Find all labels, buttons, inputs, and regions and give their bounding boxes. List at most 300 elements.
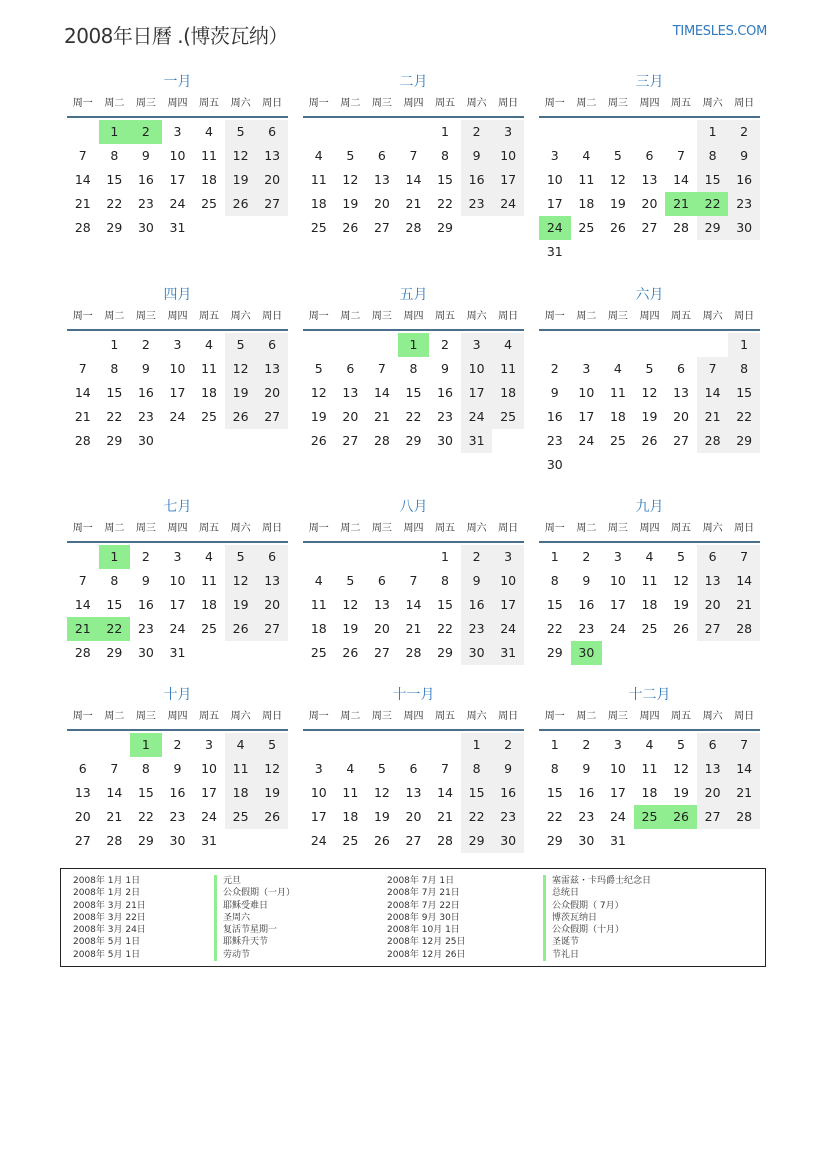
day-cell: 26 bbox=[225, 617, 257, 641]
day-cell: 20 bbox=[373, 196, 390, 211]
day-cell: 18 bbox=[201, 172, 217, 187]
weekday-label: 周日 bbox=[262, 98, 283, 109]
day-cell: 14 bbox=[405, 172, 422, 187]
day-cell: 19 bbox=[225, 168, 257, 192]
weekday-label: 周六 bbox=[466, 523, 487, 534]
empty-cell bbox=[335, 333, 367, 357]
day-cell: 5 bbox=[677, 549, 685, 564]
day-cell: 26 bbox=[641, 433, 658, 448]
day-cell: 10 bbox=[492, 144, 524, 168]
empty-cell bbox=[303, 733, 335, 757]
weekday-label: 周日 bbox=[498, 711, 519, 722]
day-cell: 22 bbox=[461, 805, 493, 829]
day-cell: 11 bbox=[310, 597, 327, 612]
day-cell: 4 bbox=[645, 549, 654, 564]
holiday-name: 元旦 bbox=[214, 875, 295, 887]
day-cell: 22 bbox=[106, 409, 123, 424]
day-cell: 26 bbox=[225, 192, 257, 216]
day-cell: 21 bbox=[373, 409, 390, 424]
day-cell: 18 bbox=[492, 381, 524, 405]
day-cell: 30 bbox=[169, 833, 186, 848]
weekday-label: 周五 bbox=[199, 311, 220, 322]
day-cell: 23 bbox=[137, 196, 154, 211]
weekday-header bbox=[303, 92, 524, 118]
day-cell: 26 bbox=[310, 433, 327, 448]
day-cell: 8 bbox=[110, 573, 119, 588]
day-cell: 9 bbox=[441, 361, 449, 376]
day-cell: 24 bbox=[201, 809, 217, 824]
weekday-label: 周一 bbox=[72, 711, 93, 722]
empty-cell bbox=[67, 333, 99, 357]
day-cell: 26 bbox=[342, 645, 359, 660]
day-cell: 10 bbox=[169, 361, 186, 376]
day-cell: 24 bbox=[310, 833, 327, 848]
empty-cell bbox=[602, 120, 634, 144]
holiday-date: 2008年 3月 22日 bbox=[73, 912, 146, 923]
day-cell: 3 bbox=[492, 120, 524, 144]
day-cell: 6 bbox=[256, 545, 288, 569]
day-cell: 23 bbox=[578, 809, 595, 824]
weekday-label: 周四 bbox=[403, 523, 424, 534]
day-cell: 11 bbox=[201, 361, 217, 376]
day-cell: 9 bbox=[582, 573, 591, 588]
day-cell: 29 bbox=[405, 433, 422, 448]
weekday-label: 周六 bbox=[702, 311, 723, 322]
holiday-date: 2008年 1月 1日 bbox=[73, 876, 141, 886]
day-cell: 9 bbox=[141, 148, 150, 163]
day-grid bbox=[67, 333, 288, 453]
weekday-label: 周五 bbox=[199, 523, 220, 534]
empty-cell bbox=[697, 333, 729, 357]
day-cell: 19 bbox=[310, 409, 327, 424]
weekday-header bbox=[67, 705, 288, 731]
day-cell: 1 bbox=[697, 120, 729, 144]
day-cell: 23 bbox=[578, 621, 595, 636]
day-cell: 19 bbox=[641, 409, 658, 424]
day-cell: 22 bbox=[405, 409, 422, 424]
day-cell: 7 bbox=[78, 148, 87, 163]
day-cell: 22 bbox=[106, 196, 123, 211]
weekday-label: 周三 bbox=[607, 98, 628, 109]
day-cell: 6 bbox=[346, 361, 355, 376]
day-cell: 11 bbox=[201, 573, 217, 588]
day-cell: 4 bbox=[205, 337, 213, 352]
weekday-label: 周五 bbox=[671, 98, 692, 109]
weekday-label: 周五 bbox=[671, 711, 692, 722]
empty-cell bbox=[571, 333, 603, 357]
day-cell: 31 bbox=[461, 429, 493, 453]
day-cell: 23 bbox=[437, 409, 453, 424]
month-block bbox=[539, 497, 760, 665]
empty-cell bbox=[303, 545, 335, 569]
day-cell: 17 bbox=[492, 593, 524, 617]
weekday-label: 周一 bbox=[544, 523, 565, 534]
day-cell: 24 bbox=[169, 409, 186, 424]
day-cell: 26 bbox=[225, 405, 257, 429]
day-cell: 13 bbox=[256, 144, 288, 168]
weekday-label: 周一 bbox=[308, 711, 329, 722]
empty-cell bbox=[303, 333, 335, 357]
holiday-name: 耶稣升天节 bbox=[214, 936, 295, 948]
holiday-name: 总统日 bbox=[543, 887, 651, 899]
day-cell: 18 bbox=[310, 196, 327, 211]
weekday-label: 周三 bbox=[607, 711, 628, 722]
weekday-label: 周二 bbox=[576, 98, 597, 109]
day-cell: 20 bbox=[256, 593, 288, 617]
month-name: 七月 bbox=[163, 499, 192, 515]
day-cell: 8 bbox=[728, 357, 760, 381]
holiday-date: 2008年 7月 21日 bbox=[387, 888, 460, 899]
day-cell: 12 bbox=[225, 569, 257, 593]
day-cell: 1 bbox=[441, 549, 449, 564]
day-cell: 8 bbox=[409, 361, 418, 376]
day-cell: 17 bbox=[310, 809, 327, 824]
day-cell: 27 bbox=[405, 833, 422, 848]
day-cell: 14 bbox=[437, 785, 453, 800]
weekday-label: 周二 bbox=[576, 711, 597, 722]
weekday-label: 周四 bbox=[167, 311, 188, 322]
day-cell: 15 bbox=[106, 597, 123, 612]
day-cell: 1 bbox=[461, 733, 493, 757]
day-cell: 27 bbox=[641, 220, 658, 235]
day-cell: 14 bbox=[728, 569, 760, 593]
weekday-label: 周四 bbox=[403, 711, 424, 722]
day-cell: 4 bbox=[613, 361, 622, 376]
day-cell: 7 bbox=[728, 733, 760, 757]
day-cell: 2 bbox=[461, 120, 493, 144]
day-cell: 16 bbox=[437, 385, 453, 400]
empty-cell bbox=[665, 120, 697, 144]
day-cell: 12 bbox=[641, 385, 658, 400]
weekday-label: 周五 bbox=[435, 311, 456, 322]
day-cell: 20 bbox=[256, 381, 288, 405]
day-cell: 12 bbox=[342, 172, 359, 187]
month-block bbox=[67, 285, 288, 453]
day-cell: 21 bbox=[697, 405, 729, 429]
day-cell: 28 bbox=[728, 805, 760, 829]
day-cell: 25 bbox=[225, 805, 257, 829]
day-cell: 5 bbox=[314, 361, 323, 376]
weekday-label: 周三 bbox=[371, 311, 392, 322]
day-cell: 5 bbox=[225, 120, 257, 144]
day-cell: 15 bbox=[697, 168, 729, 192]
weekday-header bbox=[67, 92, 288, 118]
weekday-header bbox=[539, 92, 760, 118]
day-cell: 29 bbox=[728, 429, 760, 453]
weekday-label: 周四 bbox=[639, 523, 660, 534]
day-cell: 5 bbox=[613, 148, 622, 163]
day-cell: 12 bbox=[342, 597, 359, 612]
day-cell: 20 bbox=[373, 621, 390, 636]
day-cell: 16 bbox=[169, 785, 186, 800]
month-block bbox=[67, 497, 288, 665]
month-block bbox=[539, 285, 760, 477]
day-cell: 2 bbox=[550, 361, 559, 376]
weekday-label: 周六 bbox=[230, 98, 251, 109]
day-cell: 18 bbox=[641, 785, 658, 800]
empty-cell bbox=[366, 733, 398, 757]
day-cell: 3 bbox=[613, 737, 622, 752]
day-cell: 13 bbox=[256, 569, 288, 593]
day-cell: 20 bbox=[641, 196, 658, 211]
day-cell: 2 bbox=[582, 549, 591, 564]
weekday-label: 周五 bbox=[199, 98, 220, 109]
weekday-label: 周三 bbox=[607, 311, 628, 322]
day-cell: 15 bbox=[137, 785, 154, 800]
day-cell: 15 bbox=[728, 381, 760, 405]
holiday-name: 公众假期（ 7月） bbox=[543, 900, 651, 912]
day-cell: 8 bbox=[441, 148, 449, 163]
month-name: 十二月 bbox=[628, 687, 671, 703]
day-cell: 31 bbox=[169, 220, 186, 235]
month-name: 十月 bbox=[163, 687, 192, 703]
day-cell: 6 bbox=[645, 148, 654, 163]
day-cell: 8 bbox=[550, 573, 559, 588]
holiday-day-cell: 1 bbox=[99, 545, 131, 569]
day-cell: 8 bbox=[697, 144, 729, 168]
month-name: 六月 bbox=[635, 287, 664, 303]
day-cell: 15 bbox=[546, 597, 563, 612]
day-cell: 7 bbox=[677, 148, 685, 163]
month-block bbox=[67, 72, 288, 240]
day-cell: 4 bbox=[492, 333, 524, 357]
day-cell: 3 bbox=[550, 148, 559, 163]
holiday-list bbox=[60, 868, 766, 967]
empty-cell bbox=[571, 120, 603, 144]
day-cell: 9 bbox=[728, 144, 760, 168]
day-cell: 14 bbox=[74, 385, 91, 400]
day-cell: 25 bbox=[201, 621, 217, 636]
day-cell: 12 bbox=[373, 785, 390, 800]
day-cell: 20 bbox=[342, 409, 359, 424]
day-cell: 25 bbox=[310, 220, 327, 235]
day-cell: 26 bbox=[373, 833, 390, 848]
month-block bbox=[539, 685, 760, 853]
brand-logo[interactable]: TIMESLES.COM bbox=[672, 24, 767, 39]
day-cell: 8 bbox=[110, 361, 119, 376]
day-cell: 13 bbox=[74, 785, 91, 800]
day-cell: 10 bbox=[201, 761, 217, 776]
day-cell: 5 bbox=[225, 545, 257, 569]
month-block bbox=[303, 72, 524, 240]
holiday-name: 公众假期（一月） bbox=[214, 887, 295, 899]
day-cell: 28 bbox=[74, 433, 91, 448]
day-cell: 5 bbox=[225, 333, 257, 357]
day-cell: 10 bbox=[578, 385, 595, 400]
day-cell: 6 bbox=[409, 761, 418, 776]
day-cell: 16 bbox=[461, 593, 493, 617]
day-cell: 28 bbox=[106, 833, 123, 848]
day-cell: 20 bbox=[673, 409, 689, 424]
day-cell: 24 bbox=[492, 617, 524, 641]
holiday-day-cell: 21 bbox=[67, 617, 99, 641]
day-cell: 17 bbox=[169, 597, 186, 612]
month-name: 十一月 bbox=[392, 687, 435, 703]
day-cell: 8 bbox=[141, 761, 150, 776]
day-cell: 4 bbox=[205, 549, 213, 564]
day-cell: 30 bbox=[437, 433, 453, 448]
weekday-label: 周日 bbox=[262, 311, 283, 322]
day-cell: 17 bbox=[609, 597, 626, 612]
day-cell: 11 bbox=[201, 148, 217, 163]
day-cell: 3 bbox=[461, 333, 493, 357]
day-cell: 10 bbox=[169, 148, 186, 163]
holiday-day-cell: 22 bbox=[99, 617, 131, 641]
weekday-label: 周四 bbox=[403, 311, 424, 322]
day-cell: 7 bbox=[728, 545, 760, 569]
weekday-label: 周三 bbox=[607, 523, 628, 534]
empty-cell bbox=[67, 545, 99, 569]
day-cell: 29 bbox=[437, 220, 453, 235]
day-cell: 31 bbox=[609, 833, 626, 848]
day-cell: 1 bbox=[550, 737, 559, 752]
day-cell: 18 bbox=[342, 809, 359, 824]
day-cell: 27 bbox=[256, 192, 288, 216]
day-cell: 7 bbox=[409, 148, 418, 163]
day-cell: 29 bbox=[106, 433, 123, 448]
day-cell: 14 bbox=[74, 172, 91, 187]
day-cell: 21 bbox=[74, 196, 91, 211]
holiday-name: 塞雷兹・卡玛爵士纪念日 bbox=[543, 875, 651, 887]
day-cell: 19 bbox=[373, 809, 390, 824]
day-cell: 29 bbox=[106, 645, 123, 660]
day-grid bbox=[539, 333, 760, 477]
day-cell: 4 bbox=[314, 148, 323, 163]
day-cell: 4 bbox=[346, 761, 355, 776]
weekday-label: 周六 bbox=[702, 98, 723, 109]
day-cell: 16 bbox=[492, 781, 524, 805]
day-cell: 21 bbox=[405, 621, 422, 636]
day-cell: 6 bbox=[78, 761, 87, 776]
holiday-date: 2008年 10月 1日 bbox=[387, 925, 460, 936]
day-cell: 6 bbox=[677, 361, 685, 376]
holiday-day-cell: 1 bbox=[99, 120, 131, 144]
weekday-header bbox=[539, 517, 760, 543]
day-cell: 8 bbox=[461, 757, 493, 781]
day-cell: 15 bbox=[437, 172, 453, 187]
day-cell: 17 bbox=[201, 785, 217, 800]
day-cell: 11 bbox=[225, 757, 257, 781]
day-cell: 28 bbox=[373, 433, 390, 448]
day-cell: 21 bbox=[74, 409, 91, 424]
weekday-label: 周二 bbox=[340, 98, 361, 109]
day-cell: 28 bbox=[728, 617, 760, 641]
day-cell: 18 bbox=[201, 597, 217, 612]
day-cell: 7 bbox=[409, 573, 418, 588]
day-cell: 25 bbox=[641, 621, 658, 636]
day-cell: 19 bbox=[225, 593, 257, 617]
day-cell: 13 bbox=[697, 569, 729, 593]
day-cell: 11 bbox=[641, 573, 658, 588]
day-cell: 17 bbox=[546, 196, 563, 211]
weekday-label: 周一 bbox=[72, 311, 93, 322]
weekday-header bbox=[303, 305, 524, 331]
day-cell: 8 bbox=[110, 148, 119, 163]
day-cell: 13 bbox=[373, 172, 390, 187]
day-cell: 30 bbox=[137, 645, 154, 660]
weekday-label: 周一 bbox=[72, 523, 93, 534]
day-cell: 23 bbox=[492, 805, 524, 829]
day-cell: 24 bbox=[169, 196, 186, 211]
holiday-dates-right bbox=[387, 875, 466, 961]
day-cell: 18 bbox=[201, 385, 217, 400]
weekday-label: 周六 bbox=[230, 523, 251, 534]
weekday-label: 周四 bbox=[167, 98, 188, 109]
weekday-label: 周五 bbox=[435, 523, 456, 534]
day-cell: 15 bbox=[546, 785, 563, 800]
month-block bbox=[303, 285, 524, 453]
day-cell: 11 bbox=[492, 357, 524, 381]
month-name: 一月 bbox=[163, 74, 192, 90]
day-cell: 27 bbox=[342, 433, 359, 448]
day-grid bbox=[303, 333, 524, 453]
day-cell: 30 bbox=[492, 829, 524, 853]
weekday-label: 周四 bbox=[167, 523, 188, 534]
weekday-label: 周六 bbox=[466, 711, 487, 722]
day-cell: 30 bbox=[546, 457, 563, 472]
day-cell: 20 bbox=[256, 168, 288, 192]
weekday-label: 周四 bbox=[639, 98, 660, 109]
day-cell: 11 bbox=[641, 761, 658, 776]
weekday-label: 周二 bbox=[340, 711, 361, 722]
day-cell: 28 bbox=[405, 645, 422, 660]
day-cell: 9 bbox=[461, 569, 493, 593]
day-cell: 3 bbox=[613, 549, 622, 564]
day-cell: 27 bbox=[74, 833, 91, 848]
day-cell: 7 bbox=[78, 573, 87, 588]
day-cell: 19 bbox=[673, 597, 689, 612]
weekday-label: 周二 bbox=[576, 311, 597, 322]
day-cell: 28 bbox=[437, 833, 453, 848]
day-cell: 28 bbox=[74, 645, 91, 660]
day-cell: 17 bbox=[578, 409, 595, 424]
weekday-label: 周一 bbox=[544, 311, 565, 322]
day-cell: 14 bbox=[405, 597, 422, 612]
day-cell: 19 bbox=[609, 196, 626, 211]
day-cell: 1 bbox=[441, 124, 449, 139]
weekday-label: 周日 bbox=[262, 523, 283, 534]
empty-cell bbox=[634, 333, 666, 357]
day-cell: 7 bbox=[110, 761, 119, 776]
day-cell: 7 bbox=[697, 357, 729, 381]
day-cell: 14 bbox=[697, 381, 729, 405]
day-cell: 13 bbox=[342, 385, 359, 400]
day-cell: 29 bbox=[546, 833, 563, 848]
day-cell: 13 bbox=[673, 385, 689, 400]
day-grid bbox=[67, 733, 288, 853]
day-cell: 12 bbox=[256, 757, 288, 781]
day-cell: 3 bbox=[205, 737, 213, 752]
holiday-day-cell: 1 bbox=[398, 333, 430, 357]
weekday-label: 周四 bbox=[639, 711, 660, 722]
empty-cell bbox=[602, 333, 634, 357]
weekday-label: 周日 bbox=[734, 98, 755, 109]
day-cell: 31 bbox=[201, 833, 217, 848]
day-cell: 28 bbox=[405, 220, 422, 235]
day-cell: 23 bbox=[461, 192, 493, 216]
day-grid bbox=[67, 545, 288, 665]
day-cell: 26 bbox=[256, 805, 288, 829]
empty-cell bbox=[335, 120, 367, 144]
day-cell: 25 bbox=[492, 405, 524, 429]
empty-cell bbox=[398, 545, 430, 569]
day-cell: 24 bbox=[461, 405, 493, 429]
holiday-date: 2008年 3月 21日 bbox=[73, 900, 146, 911]
day-cell: 26 bbox=[609, 220, 626, 235]
holiday-dates-left bbox=[73, 875, 146, 961]
day-cell: 25 bbox=[342, 833, 359, 848]
day-cell: 27 bbox=[256, 405, 288, 429]
